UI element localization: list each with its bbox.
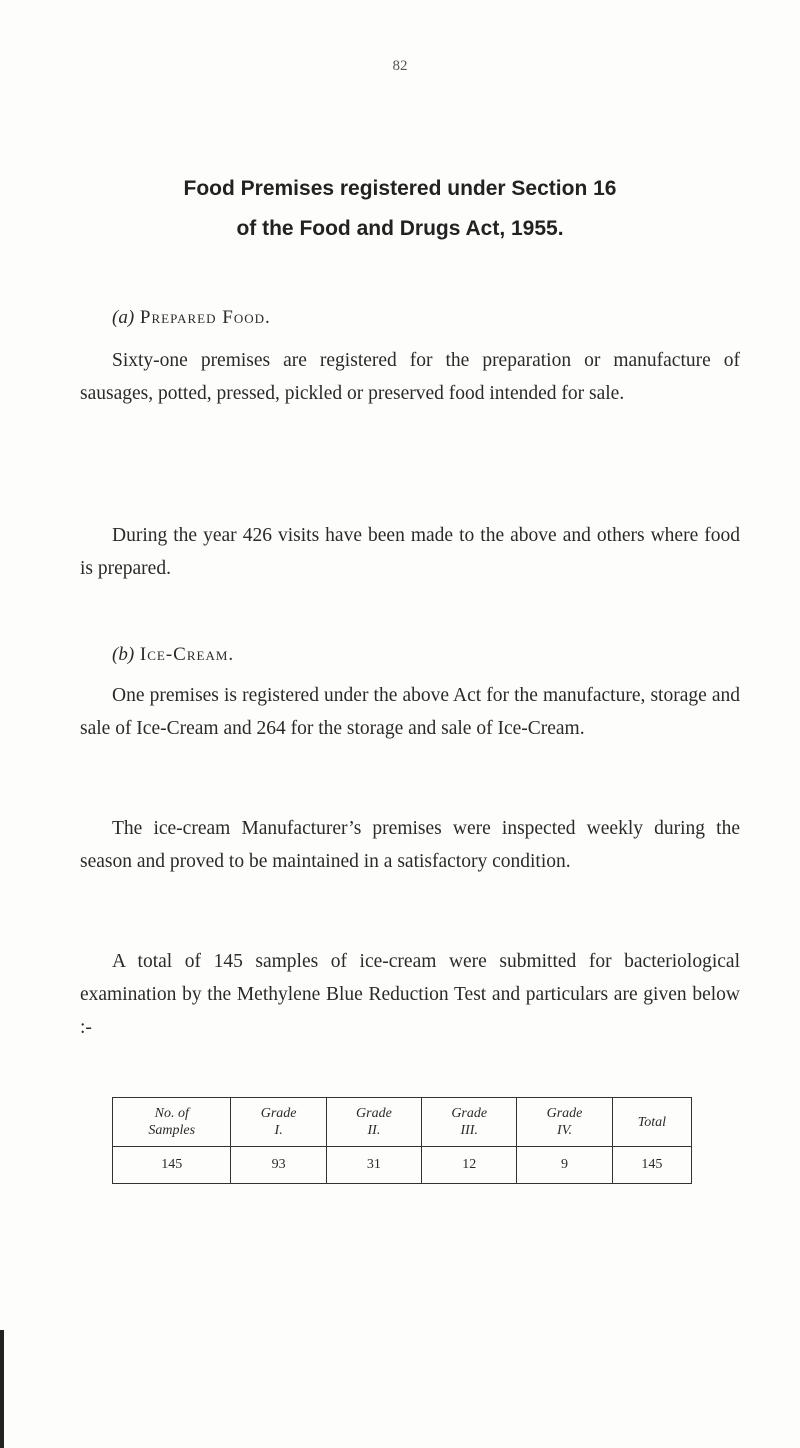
section-a-heading [112, 307, 271, 329]
col-grade-3: Grade III. [422, 1098, 517, 1147]
table-row [113, 1147, 692, 1184]
cell-grade-3: 12 [422, 1147, 517, 1184]
section-b-paragraph-1: One premises is registered under the above Act for the manufacture, storage and sale of Ice-Cream and 264 for the storage and sale of Ice-Cream. [80, 685, 740, 739]
page-number: 82 [392, 58, 408, 74]
scan-edge-mark [0, 1330, 4, 1448]
col-grade-4: Grade IV. [517, 1098, 612, 1147]
cell-samples: 145 [113, 1147, 231, 1184]
section-a-paragraph-1: Sixty-one premises are registered for the preparation or manufacture of sausages, potted, pressed, pickled or preserved food intended for sale. [80, 350, 740, 404]
col-grade-1: Grade I. [231, 1098, 326, 1147]
section-b-paragraph-2: The ice-cream Manufacturer’s premises were inspected weekly during the season and proved to be maintained in a satisfactory condition. [80, 818, 740, 872]
section-a-label: (a) [112, 307, 135, 328]
section-a-paragraph-2: During the year 426 visits have been made to the above and others where food is prepared. [80, 525, 740, 579]
section-b-paragraph-3: A total of 145 samples of ice-cream were submitted for bacteriological examination by the Methylene Blue Reduction Test and particulars are given below :- [80, 951, 740, 1038]
cell-grade-2: 31 [326, 1147, 421, 1184]
section-b-title: Ice-Cream. [139, 644, 235, 665]
cell-grade-4: 9 [517, 1147, 612, 1184]
col-total: Total [612, 1098, 691, 1147]
col-samples: No. of Samples [113, 1098, 231, 1147]
table-header-row [113, 1098, 692, 1147]
section-b-heading [112, 644, 234, 666]
section-b-label: (b) [112, 644, 135, 665]
cell-total: 145 [612, 1147, 691, 1184]
title-line-2: of the Food and Drugs Act, 1955. [236, 217, 564, 240]
section-a-title: Prepared Food. [139, 307, 271, 328]
samples-table [112, 1097, 692, 1184]
col-grade-2: Grade II. [326, 1098, 421, 1147]
title-line-1: Food Premises registered under Section 16 [183, 177, 617, 200]
cell-grade-1: 93 [231, 1147, 326, 1184]
